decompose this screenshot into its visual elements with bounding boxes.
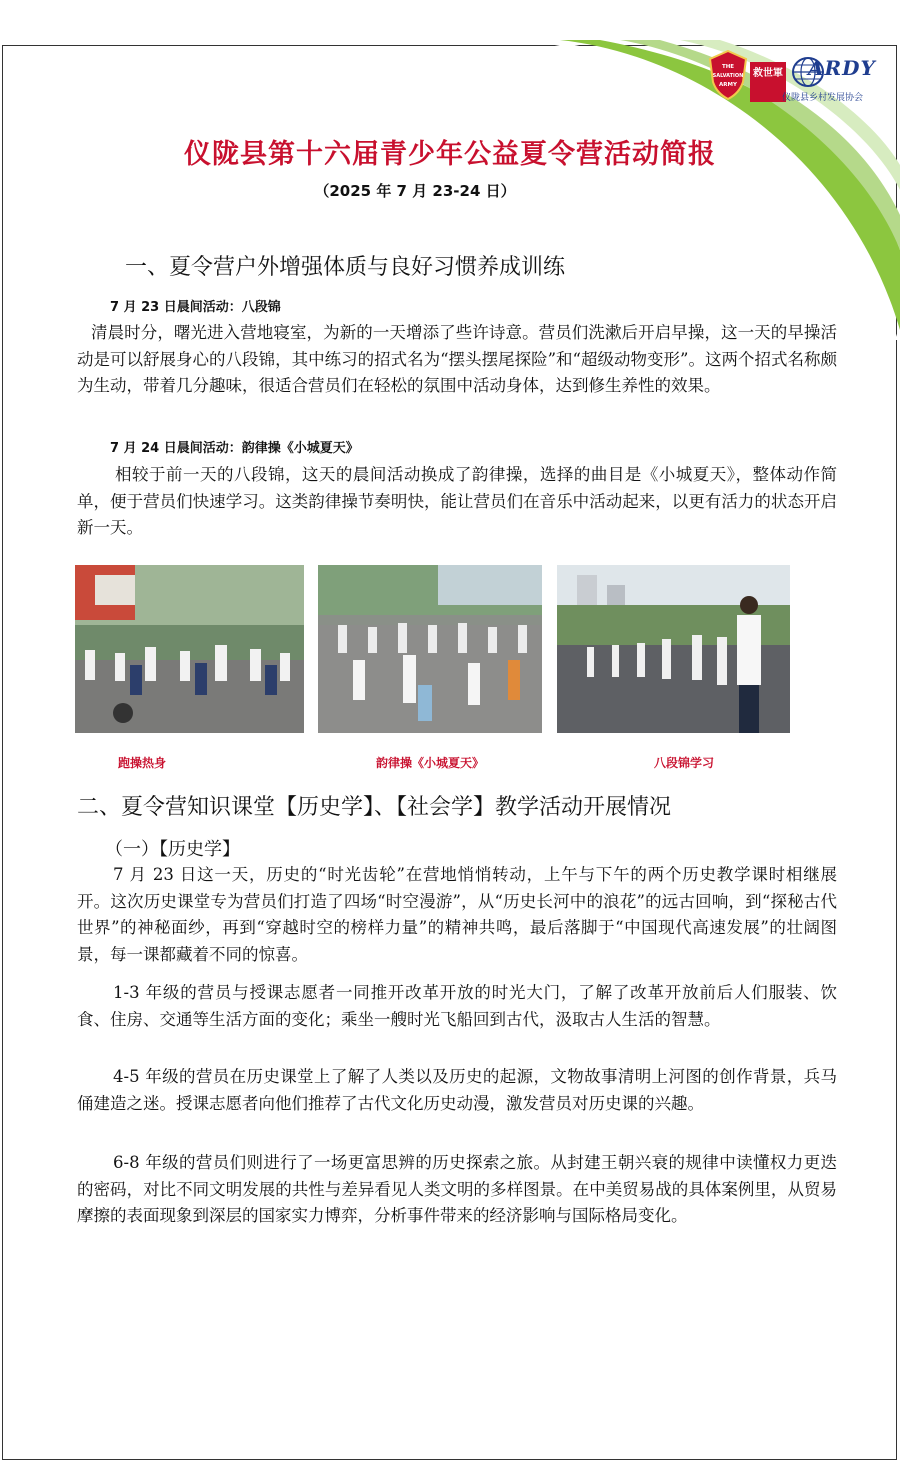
photo-baduanjin-practice bbox=[557, 565, 790, 733]
salvation-army-logo bbox=[707, 50, 749, 100]
section2-heading: 二、夏令营知识课堂【历史学】、【社会学】教学活动开展情况 bbox=[77, 795, 672, 820]
activity1-paragraph: 清晨时分，曙光进入营地寝室，为新的一天增添了些许诗意。营员们洗漱后开启早操，这一天的早操活动是可以舒展身心的八段锦，其中练习的招式名为“摆头摆尾探险”和“超级动物变形”。这两个招式名称颇为生动，带着几分趣味，很适合营员们在轻松的氛围中活动身体，达到修生养性的效果。 bbox=[77, 323, 837, 395]
history-paragraph-1: 7 月 23 日这一天，历史的“时光齿轮”在营地悄悄转动，上午与下午的两个历史教学课时相继展开。这次历史课堂专为营员们打造了四场“时空漫游”，从“历史长河中的浪花”的远古回响，到“探秘古代世界”的神秘面纱，再到“穿越时空的榜样力量”的精神共鸣，最后落脚于“中国现代高速发展”的壮阔图景，每一课都藏着不同的惊喜。 bbox=[77, 865, 837, 964]
photo-rhythmic-exercise bbox=[318, 565, 542, 733]
photo-warmup-run bbox=[75, 565, 304, 733]
history-paragraph-2: 1-3 年级的营员与授课志愿者一同推开改革开放的时光大门，了解了改革开放前后人们服装、饮食、住房、交通等生活方面的变化；乘坐一艘时光飞船回到古代，汲取古人生活的智慧。 bbox=[77, 983, 837, 1029]
ardy-logo bbox=[782, 52, 882, 108]
svg-text:SALVATION: SALVATION bbox=[712, 73, 744, 79]
svg-text:ARMY: ARMY bbox=[719, 82, 737, 88]
activity2-paragraph: 相较于前一天的八段锦，这天的晨间活动换成了韵律操，选择的曲目是《小城夏天》，整体动作简单，便于营员们快速学习。这类韵律操节奏明快，能让营员们在音乐中活动起来，以更有活力的状态开启新一天。 bbox=[77, 465, 837, 537]
section2-subheading-history: （一）【历史学】 bbox=[105, 839, 240, 860]
history-paragraph-4: 6-8 年级的营员们则进行了一场更富思辨的历史探索之旅。从封建王朝兴衰的规律中读懂权力更迭的密码，对比不同文明发展的共性与差异看见人类文明的多样图景。在中美贸易战的具体案例里，从贸易摩擦的表面现象到深层的国家实力博弈，分析事件带来的经济影响与国际格局变化。 bbox=[77, 1153, 837, 1225]
photo-caption-1: 跑操热身 bbox=[118, 756, 167, 770]
salvation-army-chinese-logo: 救世軍 bbox=[750, 62, 786, 102]
section1-heading: 一、夏令营户外增强体质与良好习惯养成训练 bbox=[125, 255, 566, 280]
photo-caption-2: 韵律操《小城夏天》 bbox=[376, 756, 485, 770]
activity2-label: 7 月 24 日晨间活动：韵律操《小城夏天》 bbox=[110, 441, 359, 456]
svg-text:THE: THE bbox=[721, 64, 735, 70]
ardy-brand-text: ARDY bbox=[808, 56, 876, 80]
page-title: 仪陇县第十六届青少年公益夏令营活动简报 bbox=[184, 139, 716, 170]
ardy-caption: 仪陇县乡村发展协会 bbox=[782, 93, 864, 103]
history-paragraph-3: 4-5 年级的营员在历史课堂上了解了人类以及历史的起源，文物故事清明上河图的创作背景，兵马俑建造之迷。授课志愿者向他们推荐了古代文化历史动漫，激发营员对历史课的兴趣。 bbox=[77, 1067, 837, 1113]
activity1-label: 7 月 23 日晨间活动：八段锦 bbox=[110, 300, 281, 315]
photo-caption-3: 八段锦学习 bbox=[654, 756, 715, 770]
page-subtitle-date: （2025 年 7 月 23-24 日） bbox=[314, 182, 516, 200]
